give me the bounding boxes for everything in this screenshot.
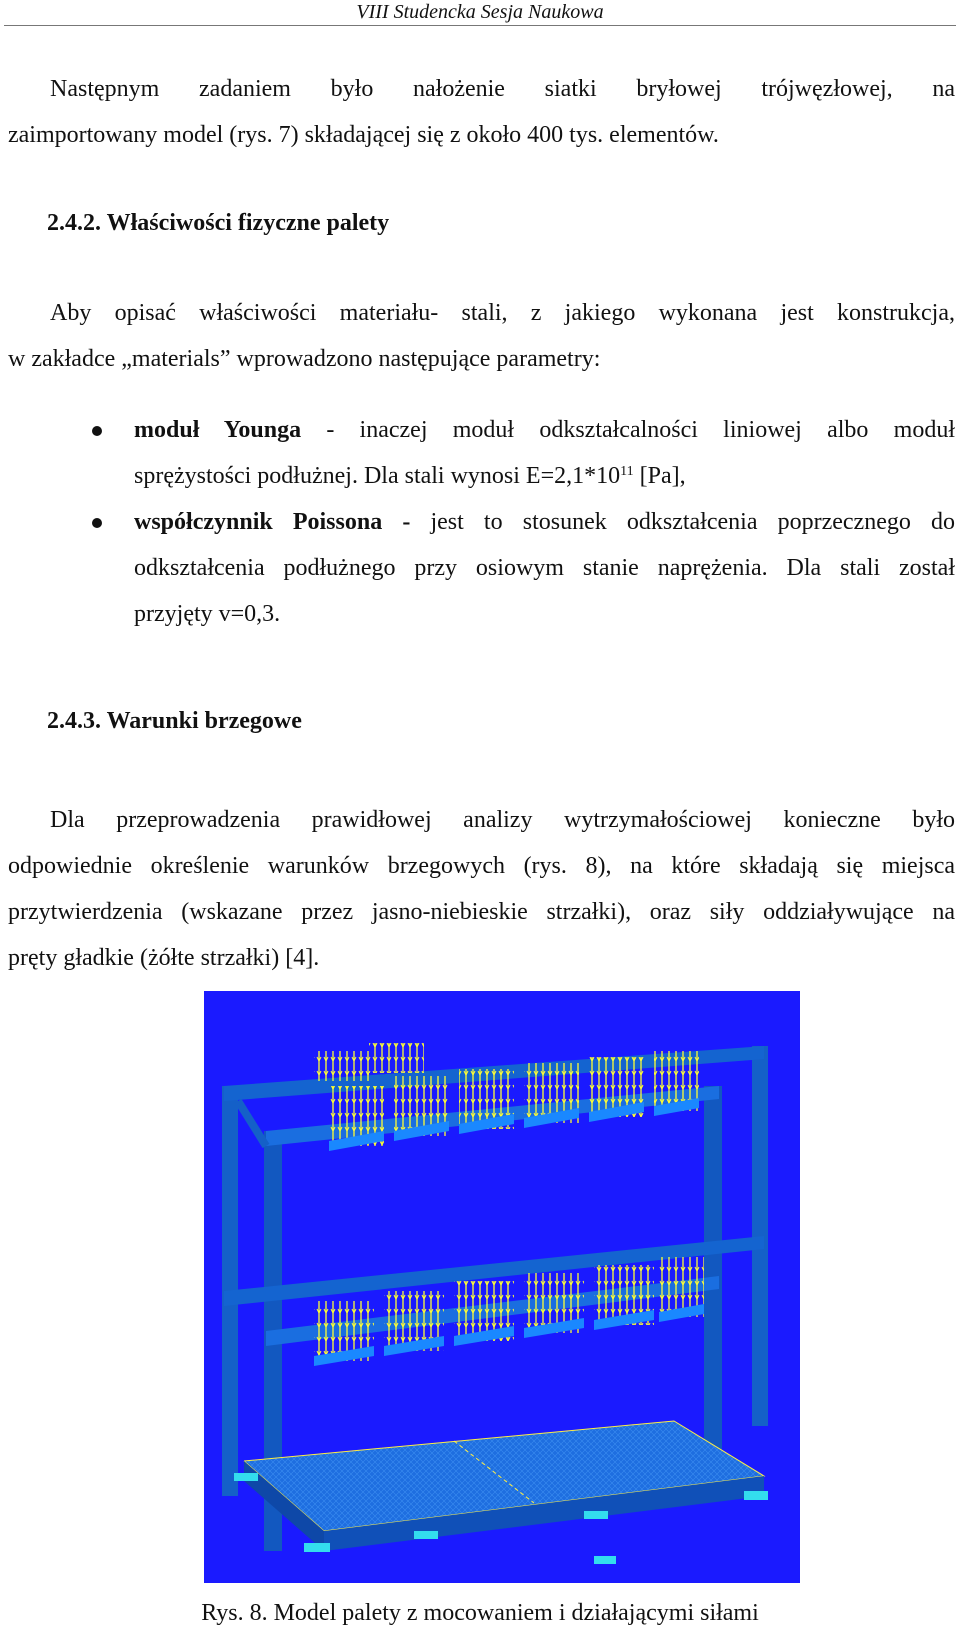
running-header <box>0 0 960 28</box>
materials-paragraph <box>8 290 955 382</box>
boundary-line-3: przytwierdzenia (wskazane przez jasno-niebieskie strzałki), oraz siły oddziaływujące na <box>8 899 955 925</box>
bullet-icon <box>92 426 102 436</box>
boundary-paragraph <box>8 797 955 981</box>
materials-line-1: Aby opisać właściwości materiału- stali, z jakiego wykonana jest konstrukcja, <box>50 300 955 326</box>
bullet-1-line-1: moduł Younga - inaczej moduł odkształcalności liniowej albo moduł <box>134 417 955 443</box>
header-rule <box>4 25 956 26</box>
bullet-2-line-1: współczynnik Poissona - jest to stosunek odkształcenia poprzecznego do <box>134 509 955 535</box>
intro-line-2: zaimportowany model (rys. 7) składającej się z około 400 tys. elementów. <box>8 122 719 148</box>
list-item <box>92 499 955 637</box>
boundary-line-1: Dla przeprowadzenia prawidłowej analizy wytrzymałościowej konieczne było <box>50 807 955 833</box>
bullet-icon <box>92 518 102 528</box>
intro-paragraph <box>8 66 955 158</box>
pallet-model-figure <box>204 991 800 1583</box>
section-heading-2-4-2: 2.4.2. Właściwości fizyczne palety <box>47 210 390 236</box>
figure-caption: Rys. 8. Model palety z mocowaniem i działającymi siłami <box>201 1600 759 1626</box>
parameter-list <box>92 407 955 637</box>
section-heading-2-4-3: 2.4.3. Warunki brzegowe <box>47 708 302 734</box>
post-back-right <box>752 1046 768 1426</box>
bullet-2-line-2: odkształcenia podłużnego przy osiowym stanie naprężenia. Dla stali został <box>134 555 955 581</box>
materials-line-2: w zakładce „materials” wprowadzono następujące parametry: <box>8 346 601 372</box>
list-item <box>92 407 955 499</box>
intro-line-1: Następnym zadaniem było nałożenie siatki bryłowej trójwęzłowej, na <box>50 76 955 102</box>
boundary-line-4: pręty gładkie (żółte strzałki) [4]. <box>8 945 320 971</box>
bullet-2-line-3: przyjęty v=0,3. <box>134 601 281 627</box>
boundary-line-2: odpowiednie określenie warunków brzegowych (rys. 8), na które składają się miejsca <box>8 853 955 879</box>
header-title: VIII Studencka Sesja Naukowa <box>356 1 604 23</box>
pallet-model-image <box>204 991 800 1583</box>
bullet-1-line-2: sprężystości podłużnej. Dla stali wynosi $E=2,1*10^{11}$ [Pa], <box>134 463 686 489</box>
